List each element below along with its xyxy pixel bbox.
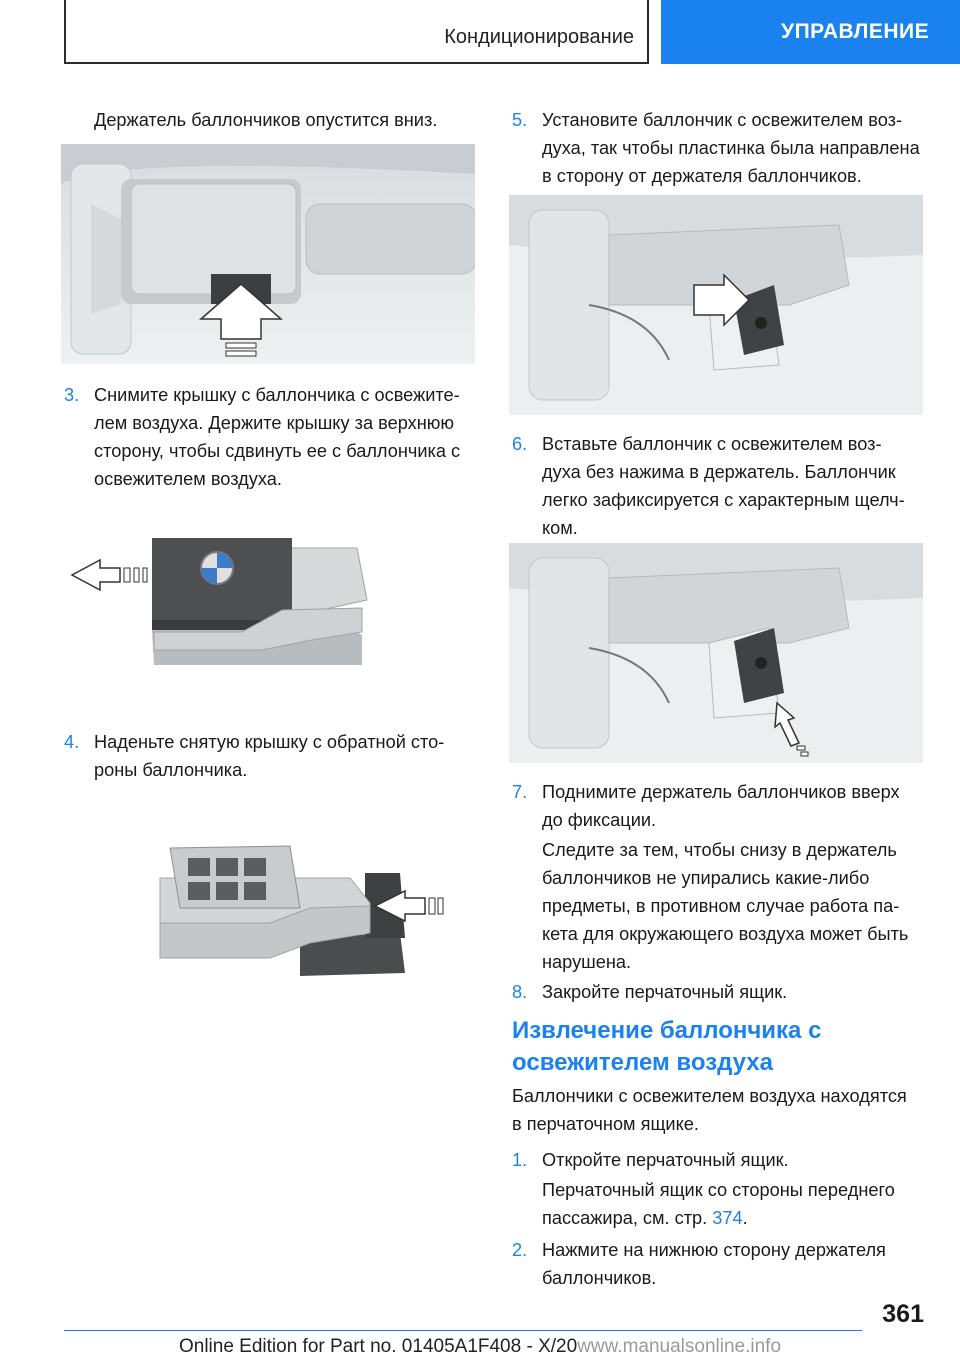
- figure-holder-lowered: [61, 144, 475, 364]
- step-text: ком.: [542, 518, 578, 538]
- step-text: Наденьте снятую крышку с обратной сто‐: [94, 732, 445, 752]
- paragraph-text: Баллончики с освежителем воздуха находятся: [512, 1086, 907, 1106]
- step-number: 7.: [512, 782, 528, 802]
- step-text: Нажмите на нижнюю сторону держателя: [542, 1240, 886, 1260]
- figure-attach-cap: [150, 828, 450, 978]
- step-number: 2.: [512, 1240, 528, 1260]
- figure-insert-canister: [509, 195, 923, 415]
- step-number: 6.: [512, 434, 528, 454]
- note-text: баллончиков не упирались какие-либо: [542, 868, 870, 888]
- step-text: роны баллончика.: [94, 760, 248, 780]
- figure-remove-cap: [62, 520, 382, 680]
- step-text: баллончиков.: [542, 1268, 657, 1288]
- step-text: Снимите крышку с баллончика с освежите‐: [94, 385, 460, 405]
- section-title: Кондиционирование: [444, 26, 634, 48]
- step-text: сторону, чтобы сдвинуть ее с баллончика с: [94, 441, 461, 461]
- step-number: 5.: [512, 110, 528, 130]
- watermark: www.manualsonline.info: [577, 1336, 782, 1357]
- step-text: Поднимите держатель баллончиков вверх: [542, 782, 900, 802]
- note-text: Следите за тем, чтобы снизу в держатель: [542, 840, 897, 860]
- step-number: 1.: [512, 1150, 528, 1170]
- paragraph-text: в перчаточном ящике.: [512, 1114, 699, 1134]
- step-text: в сторону от держателя баллончиков.: [542, 166, 862, 186]
- note-text: кета для окружающего воздуха может быть: [542, 924, 909, 944]
- page-number: 361: [882, 1300, 924, 1328]
- step-text: духа без нажима в держатель. Баллончик: [542, 462, 896, 482]
- footer-rule: [64, 1330, 862, 1331]
- figure-raise-holder: [509, 543, 923, 763]
- section-heading: Извлечение баллончика с освежителем воздуха: [512, 1017, 822, 1076]
- step-number: 8.: [512, 982, 528, 1002]
- step-text: Закройте перчаточный ящик.: [542, 982, 788, 1002]
- chapter-tab[interactable]: УПРАВЛЕНИЕ: [661, 0, 960, 64]
- step-number: 4.: [64, 732, 80, 752]
- page-link-374[interactable]: 374: [712, 1208, 743, 1228]
- step-text: Вставьте баллончик с освежителем воз‐: [542, 434, 882, 454]
- footer-edition: Online Edition for Part no. 01405A1F408 - X/20www.manualsonline.info: [178, 1336, 782, 1357]
- step-text: до фиксации.: [542, 810, 657, 830]
- step-text: Установите баллончик с освежителем воз‐: [542, 110, 903, 130]
- step-text: духа, так чтобы пластинка была направлена: [542, 138, 920, 158]
- step-text: лем воздуха. Держите крышку за верхнюю: [94, 413, 455, 433]
- note-text: пассажира, см. стр. 374.: [542, 1208, 748, 1228]
- note-text: предметы, в противном случае работа па‐: [542, 896, 900, 916]
- step-text: освежителем воздуха.: [94, 469, 282, 489]
- intro-text: Держатель баллончиков опустится вниз.: [94, 110, 438, 130]
- step-text: Откройте перчаточный ящик.: [542, 1150, 789, 1170]
- note-text: Перчаточный ящик со стороны переднего: [542, 1180, 895, 1200]
- note-text: нарушена.: [542, 952, 632, 972]
- step-number: 3.: [64, 385, 80, 405]
- step-text: легко зафиксируется с характерным щелч‐: [542, 490, 905, 510]
